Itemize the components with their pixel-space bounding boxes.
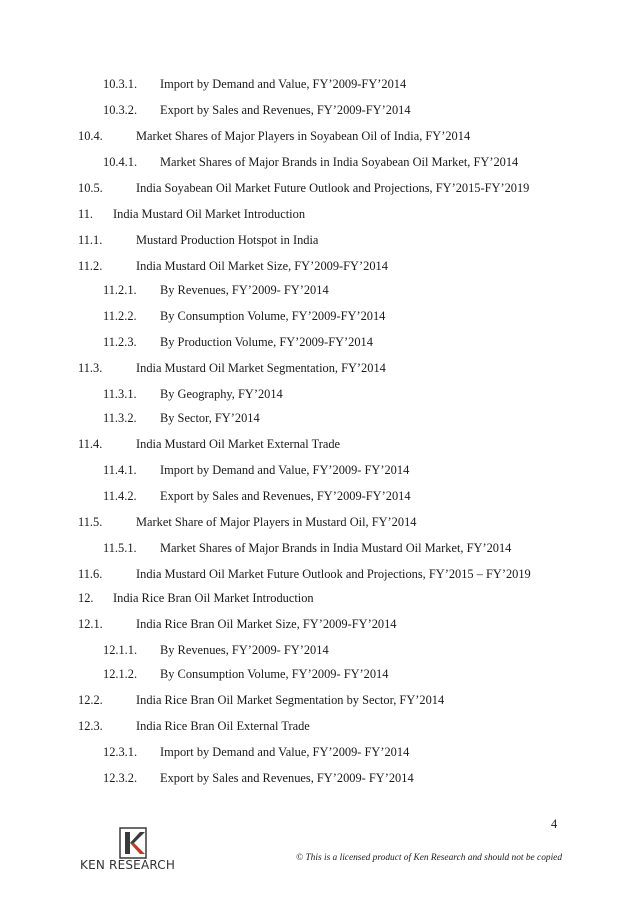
toc-entry[interactable]: [0, 333, 638, 351]
toc-entry-title: Import by Demand and Value, FY’2009- FY’2014: [160, 463, 410, 477]
toc-entry-number: 11.2.3.: [103, 335, 137, 349]
toc-entry[interactable]: [0, 205, 638, 223]
toc-entry-title: Mustard Production Hotspot in India: [136, 233, 319, 247]
toc-entry-title: By Consumption Volume, FY’2009-FY’2014: [160, 309, 386, 323]
toc-entry-number: 11.3.: [78, 361, 103, 375]
toc-entry-number: 12.3.2.: [103, 771, 138, 785]
toc-entry[interactable]: [0, 385, 638, 403]
toc-entry-title: Market Shares of Major Brands in India Mustard Oil Market, FY’2014: [160, 541, 512, 555]
toc-entry[interactable]: [0, 665, 638, 683]
copyright-notice: © This is a licensed product of Ken Research and should not be copied: [296, 853, 563, 863]
toc-entry[interactable]: [0, 615, 638, 633]
toc-entry-number: 11.4.2.: [103, 489, 137, 503]
toc-entry-title: By Sector, FY’2014: [160, 411, 260, 425]
toc-entry-number: 12.: [78, 591, 94, 605]
toc-entry[interactable]: [0, 409, 638, 427]
page-number: 4: [551, 817, 558, 831]
toc-entry[interactable]: [0, 641, 638, 659]
toc-entry-number: 11.3.1.: [103, 387, 137, 401]
toc-entry-title: India Soyabean Oil Market Future Outlook and Projections, FY’2015-FY’2019: [136, 181, 530, 195]
toc-entry-title: By Geography, FY’2014: [160, 387, 283, 401]
toc-entry[interactable]: [0, 717, 638, 735]
toc-entry[interactable]: [0, 513, 638, 531]
toc-entry-title: Import by Demand and Value, FY’2009-FY’2014: [160, 77, 407, 91]
toc-entry-title: Market Shares of Major Players in Soyabean Oil of India, FY’2014: [136, 129, 471, 143]
toc-entry[interactable]: [0, 75, 638, 93]
toc-entry[interactable]: [0, 435, 638, 453]
toc-entry-title: By Production Volume, FY’2009-FY’2014: [160, 335, 373, 349]
toc-entry-number: 11.5.1.: [103, 541, 137, 555]
toc-entry-title: India Rice Bran Oil Market Segmentation by Sector, FY’2014: [136, 693, 445, 707]
toc-entry-number: 11.2.2.: [103, 309, 137, 323]
toc-entry-number: 11.5.: [78, 515, 103, 529]
toc-entry-title: India Mustard Oil Market External Trade: [136, 437, 341, 451]
toc-entry[interactable]: [0, 589, 638, 607]
toc-entry-number: 11.4.1.: [103, 463, 137, 477]
toc-entry-number: 10.5.: [78, 181, 103, 195]
toc-entry[interactable]: [0, 231, 638, 249]
toc-entry-title: India Rice Bran Oil Market Size, FY’2009-FY’2014: [136, 617, 397, 631]
toc-entry-title: India Mustard Oil Market Introduction: [113, 207, 306, 221]
toc-entry[interactable]: [0, 743, 638, 761]
toc-entry-title: By Consumption Volume, FY’2009- FY’2014: [160, 667, 389, 681]
toc-entry-number: 11.4.: [78, 437, 103, 451]
toc-entry-number: 12.1.: [78, 617, 103, 631]
toc-entry-number: 12.3.1.: [103, 745, 138, 759]
toc-entry[interactable]: [0, 539, 638, 557]
toc-entry-number: 10.3.2.: [103, 103, 138, 117]
toc-entry[interactable]: [0, 691, 638, 709]
toc-entry[interactable]: [0, 153, 638, 171]
toc-entry-title: Export by Sales and Revenues, FY’2009- FY’2014: [160, 771, 414, 785]
toc-entry-title: Export by Sales and Revenues, FY’2009-FY’2014: [160, 103, 411, 117]
toc-entry-title: Import by Demand and Value, FY’2009- FY’2014: [160, 745, 410, 759]
toc-entry-number: 11.6.: [78, 567, 103, 581]
toc-entry[interactable]: [0, 307, 638, 325]
toc-entry-number: 11.2.1.: [103, 283, 137, 297]
toc-entry[interactable]: [0, 461, 638, 479]
toc-entry-number: 10.4.1.: [103, 155, 138, 169]
toc-entry-title: India Rice Bran Oil Market Introduction: [113, 591, 314, 605]
toc-entry[interactable]: [0, 281, 638, 299]
toc-entry-title: By Revenues, FY’2009- FY’2014: [160, 643, 329, 657]
toc-entry-title: By Revenues, FY’2009- FY’2014: [160, 283, 329, 297]
toc-entry-title: Market Share of Major Players in Mustard Oil, FY’2014: [136, 515, 417, 529]
toc-entry-number: 11.1.: [78, 233, 103, 247]
toc-entry-number: 11.3.2.: [103, 411, 137, 425]
toc-entry-title: Export by Sales and Revenues, FY’2009-FY’2014: [160, 489, 411, 503]
toc-entry[interactable]: [0, 769, 638, 787]
toc-entry[interactable]: [0, 101, 638, 119]
toc-entry-title: India Mustard Oil Market Future Outlook and Projections, FY’2015 – FY’2019: [136, 567, 531, 581]
toc-entry-title: India Rice Bran Oil External Trade: [136, 719, 310, 733]
toc-entry-number: 12.2.: [78, 693, 103, 707]
logo-wordmark: KEN RESEARCH: [80, 858, 176, 872]
toc-entry-number: 12.3.: [78, 719, 103, 733]
toc-entry-title: India Mustard Oil Market Segmentation, FY’2014: [136, 361, 386, 375]
toc-entry[interactable]: [0, 565, 638, 583]
ken-research-logo-icon: [116, 826, 150, 860]
toc-entry-number: 10.3.1.: [103, 77, 138, 91]
toc-entry-number: 10.4.: [78, 129, 103, 143]
toc-entry-number: 12.1.1.: [103, 643, 138, 657]
toc-entry-number: 11.2.: [78, 259, 103, 273]
toc-entry-title: India Mustard Oil Market Size, FY’2009-FY’2014: [136, 259, 388, 273]
toc-entry[interactable]: [0, 179, 638, 197]
toc-entry[interactable]: [0, 359, 638, 377]
ken-research-logo: [80, 826, 190, 872]
toc-entry-title: Market Shares of Major Brands in India Soyabean Oil Market, FY’2014: [160, 155, 519, 169]
toc-entry-number: 11.: [78, 207, 94, 221]
toc-entry[interactable]: [0, 127, 638, 145]
toc-entry-number: 12.1.2.: [103, 667, 138, 681]
toc-entry[interactable]: [0, 257, 638, 275]
toc-entry[interactable]: [0, 487, 638, 505]
